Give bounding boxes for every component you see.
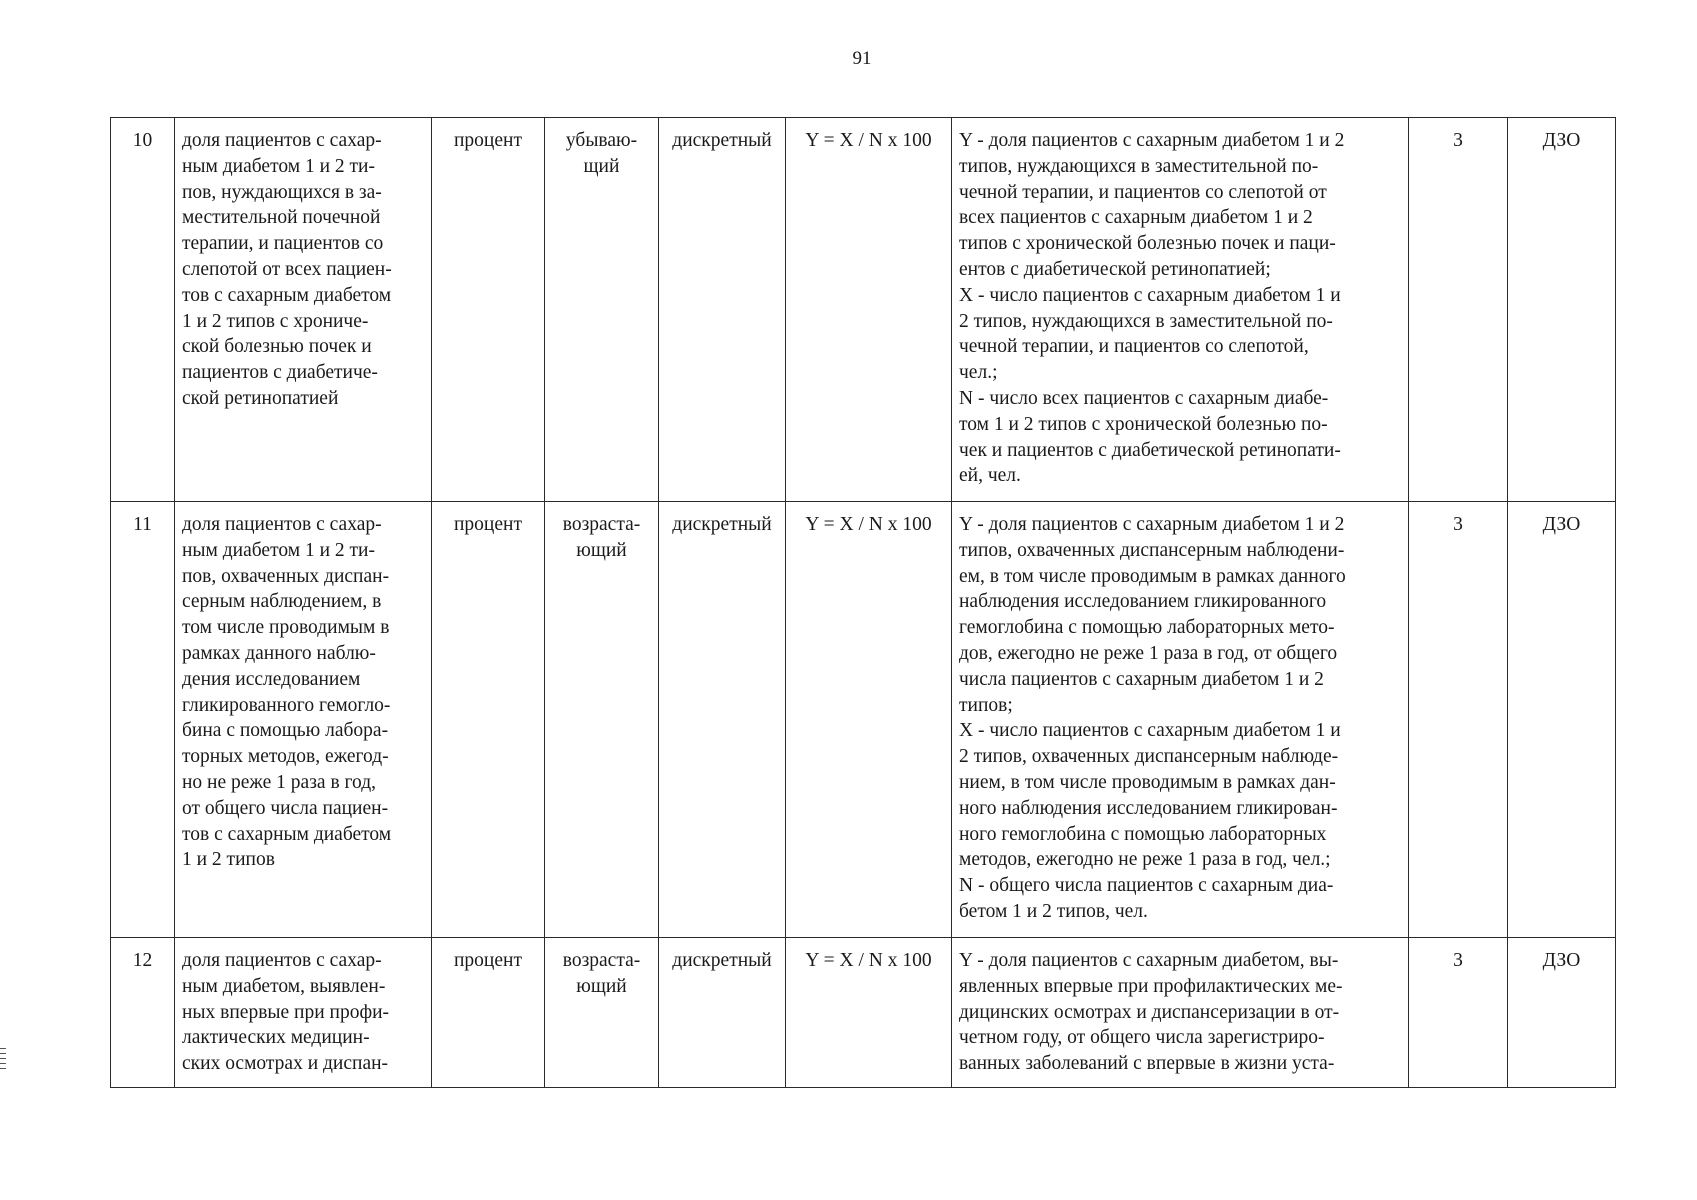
indicator-value: 3 (1409, 118, 1508, 502)
trend-direction (545, 502, 659, 938)
table-row (111, 118, 1616, 502)
indicator-name: доля пациентов с сахар- ным диабетом 1 и 2 ти- пов, охваченных диспан- серным наблюдением, в том числе проводимым в рамках данного наблю- дения исследованием гликированного гемогло- бина с помощью лабора- торных методов, ежегод- но не реже 1 раза в год, от общего числа пациен- тов с сахарным диабетом 1 и 2 типов (175, 502, 432, 938)
indicator-type: дискретный (659, 502, 786, 938)
indicator-name: доля пациентов с сахар- ным диабетом, выявлен- ных впервые при профи- лактических медицин- ских осмотрах и диспан- (175, 938, 432, 1088)
scan-mark (0, 1063, 6, 1064)
scan-mark (0, 1068, 6, 1069)
data-source: ДЗО (1508, 938, 1616, 1088)
data-source: ДЗО (1508, 118, 1616, 502)
unit-of-measure: процент (432, 118, 545, 502)
trend-direction-text: возраста- ющий (562, 950, 641, 997)
margin-scan-marks (0, 1048, 6, 1098)
table-row (111, 938, 1616, 1088)
indicator-type: дискретный (659, 938, 786, 1088)
trend-direction (545, 118, 659, 502)
scan-mark (0, 1058, 6, 1059)
indicator-value: 3 (1409, 938, 1508, 1088)
row-number: 10 (111, 118, 175, 502)
unit-of-measure: процент (432, 502, 545, 938)
row-number: 12 (111, 938, 175, 1088)
indicators-table (110, 117, 1616, 1088)
unit-of-measure: процент (432, 938, 545, 1088)
calculation-formula: Y = X / N x 100 (786, 118, 952, 502)
scan-mark (0, 1048, 6, 1049)
trend-direction (545, 938, 659, 1088)
indicator-value: 3 (1409, 502, 1508, 938)
table-row (111, 502, 1616, 938)
calculation-formula: Y = X / N x 100 (786, 502, 952, 938)
indicator-type: дискретный (659, 118, 786, 502)
page-number: 91 (852, 48, 872, 69)
data-source: ДЗО (1508, 502, 1616, 938)
formula-description: Y - доля пациентов с сахарным диабетом, вы- явленных впервые при профилактических ме- дицинских осмотрах и диспансеризации в от- четном году, от общего числа зарегистриро- ванных заболеваний с впервые в жизни уста- (952, 938, 1409, 1088)
trend-direction-text: убываю- щий (565, 130, 638, 177)
row-number: 11 (111, 502, 175, 938)
trend-direction-text: возраста- ющий (562, 514, 641, 561)
indicator-name: доля пациентов с сахар- ным диабетом 1 и 2 ти- пов, нуждающихся в за- местительной почечной терапии, и пациентов со слепотой от всех пациен- тов с сахарным диабетом 1 и 2 типов с хрониче- ской болезнью почек и пациентов с диабетиче- ской ретинопатией (175, 118, 432, 502)
scan-mark (0, 1053, 6, 1054)
formula-description: Y - доля пациентов с сахарным диабетом 1 и 2 типов, охваченных диспансерным наблюдени- ем, в том числе проводимым в рамках данного наблюдения исследованием гликированного гемоглобина с помощью лабораторных мето- дов, ежегодно не реже 1 раза в год, от общего числа пациентов с сахарным диабетом 1 и 2 типов; X - число пациентов с сахарным диабетом 1 и 2 типов, охваченных диспансерным наблюде- нием, в том числе проводимым в рамках дан- ного наблюдения исследованием гликирован- ного гемоглобина с помощью лабораторных методов, ежегодно не реже 1 раза в год, чел.; N - общего числа пациентов с сахарным диа- бетом 1 и 2 типов, чел. (952, 502, 1409, 938)
calculation-formula: Y = X / N x 100 (786, 938, 952, 1088)
formula-description: Y - доля пациентов с сахарным диабетом 1 и 2 типов, нуждающихся в заместительной по- чечной терапии, и пациентов со слепотой от всех пациентов с сахарным диабетом 1 и 2 типов с хронической болезнью почек и паци- ентов с диабетической ретинопатией; X - число пациентов с сахарным диабетом 1 и 2 типов, нуждающихся в заместительной по- чечной терапии, и пациентов со слепотой, чел.; N - число всех пациентов с сахарным диабе- том 1 и 2 типов с хронической болезнью по- чек и пациентов с диабетической ретинопати- ей, чел. (952, 118, 1409, 502)
